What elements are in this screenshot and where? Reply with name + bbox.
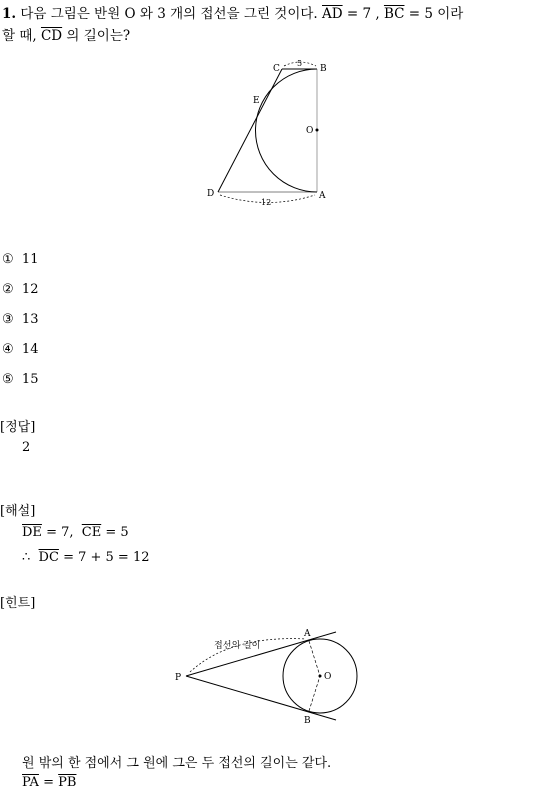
choice-value: 13 — [21, 312, 39, 327]
radius-ob — [309, 676, 320, 711]
choice-item[interactable] — [2, 372, 38, 387]
label-b: B — [304, 716, 311, 726]
answer-heading: [정답] — [0, 420, 36, 435]
tangent-length-figure — [170, 620, 370, 730]
question-text-part3: 의 길이는? — [66, 28, 131, 44]
label-bc-length: 5 — [297, 59, 303, 68]
label-a: A — [319, 191, 326, 201]
segment-ce: $\overline{CE}$ — [81, 525, 102, 540]
segment-cd: $\overline{CD}$ — [40, 28, 63, 44]
question-line-1 — [2, 2, 463, 22]
segment-dc: $\overline{DC}$ — [38, 550, 59, 565]
question-number: 1. — [2, 6, 17, 22]
choice-value: 11 — [21, 252, 39, 267]
equals-sign: = — [43, 775, 54, 790]
explanation-line-1 — [22, 525, 129, 540]
answer-value: 2 — [22, 440, 31, 455]
choice-item[interactable] — [2, 342, 38, 357]
segment-bc: $\overline{BC}$ — [383, 6, 405, 22]
explanation-heading: [해설] — [0, 504, 36, 519]
segment-pb: $\overline{PB}$ — [58, 775, 77, 790]
choice-value: 12 — [21, 282, 39, 297]
hint-equation — [22, 775, 76, 790]
equation-bc: = 5 이라 — [408, 6, 464, 22]
equation-ad: = 7 , — [346, 6, 380, 22]
choice-marker: ① — [2, 252, 14, 267]
segment-ad: $\overline{AD}$ — [322, 6, 343, 22]
semicircle-tangent-figure — [200, 55, 340, 210]
segment-pa: $\overline{PA}$ — [22, 775, 39, 790]
choice-item[interactable] — [2, 252, 38, 267]
label-o: O — [306, 126, 314, 136]
choice-marker: ⑤ — [2, 372, 14, 387]
choice-value: 14 — [21, 342, 39, 357]
question-text-part2: 할 때, — [2, 28, 37, 44]
equation-de: = 7, — [46, 525, 74, 540]
segment-de: $\overline{DE}$ — [22, 525, 42, 540]
label-e: E — [253, 96, 260, 106]
choice-marker: ② — [2, 282, 14, 297]
choice-item[interactable] — [2, 312, 38, 327]
choice-value: 15 — [21, 372, 39, 387]
label-o: O — [324, 672, 332, 682]
tangent-line-pa — [186, 632, 336, 676]
equation-ce: = 5 — [105, 525, 129, 540]
choice-item[interactable] — [2, 282, 38, 297]
choice-marker: ④ — [2, 342, 14, 357]
label-tangent-length: 접선의 길이 — [214, 641, 261, 651]
question-text-part1: 다음 그림은 반원 O 와 3 개의 접선을 그린 것이다. — [20, 6, 318, 22]
hint-heading: [힌트] — [0, 596, 36, 611]
label-da-length: 12 — [261, 198, 272, 207]
equation-dc: = 7 + 5 = 12 — [63, 550, 150, 565]
label-b: B — [320, 64, 327, 74]
radius-oa — [309, 641, 320, 676]
label-p: P — [175, 673, 182, 683]
center-point-o — [316, 129, 319, 132]
choice-marker: ③ — [2, 312, 14, 327]
hint-sentence: 원 밖의 한 점에서 그 원에 그은 두 접선의 길이는 같다. — [22, 756, 332, 771]
explanation-line-2 — [22, 550, 150, 565]
question-line-2 — [2, 24, 130, 44]
therefore-symbol: ∴ — [22, 550, 31, 565]
label-d: D — [207, 189, 215, 199]
label-a: A — [304, 629, 311, 639]
center-point-o — [319, 675, 322, 678]
tangent-line-pb — [186, 676, 336, 720]
label-c: C — [273, 64, 280, 74]
